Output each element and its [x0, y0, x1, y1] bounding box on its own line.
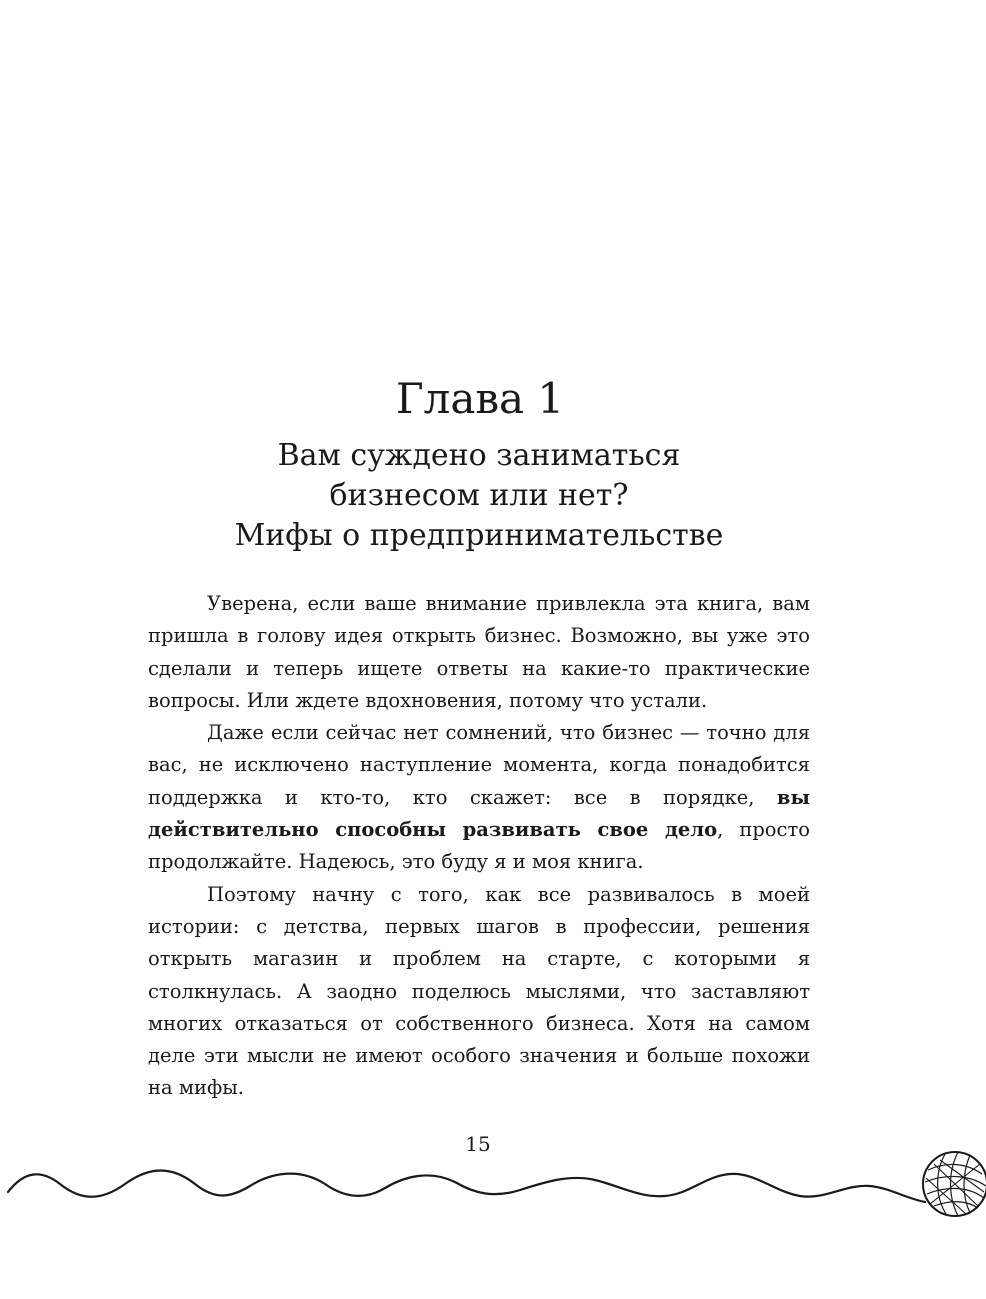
paragraph-2-emphasis: вы действительно способны развивать свое дело	[148, 785, 810, 842]
chapter-title-line-3: Мифы о предпринимательстве	[234, 518, 724, 553]
chapter-label: Глава 1	[395, 374, 565, 423]
paragraph-2	[148, 717, 810, 878]
chapter-title-line-2: бизнесом или нет?	[329, 478, 629, 513]
chapter-title	[0, 436, 958, 556]
paragraph-2-end: , просто продолжайте. Надеюсь, это буду я и моя книга.	[148, 818, 810, 874]
wavy-thread-line	[8, 1171, 925, 1203]
paragraph-1: Уверена, если ваше внимание привлекла эта книга, вам пришла в голову идея открыть бизнес. Возможно, вы уже это сделали и теперь ищете ответы на какие-то практические вопросы. Или ждете вдохновения, потому что устали.	[148, 592, 810, 712]
paragraph-2-start: Даже если сейчас нет сомнений, что бизнес — точно для вас, не исключено наступление момента, когда понадобится поддержка и кто-то, кто скажет: все в порядке,	[148, 721, 810, 809]
yarn-ball-icon	[923, 1152, 986, 1216]
page-number: 15	[465, 1132, 491, 1156]
chapter-title-line-1: Вам суждено заниматься	[277, 438, 681, 473]
body-text	[148, 588, 810, 1105]
paragraph-3: Поэтому начну с того, как все развивалось в моей истории: с детства, первых шагов в профессии, решения открыть магазин и проблем на старте, с которыми я столкнулась. А заодно поделюсь мыслями, что заставляют многих отказаться от собственного бизнеса. Хотя на самом деле эти мысли не имеют особого значения и больше похожи на мифы.	[148, 882, 810, 1100]
footer-decoration	[0, 1140, 986, 1230]
